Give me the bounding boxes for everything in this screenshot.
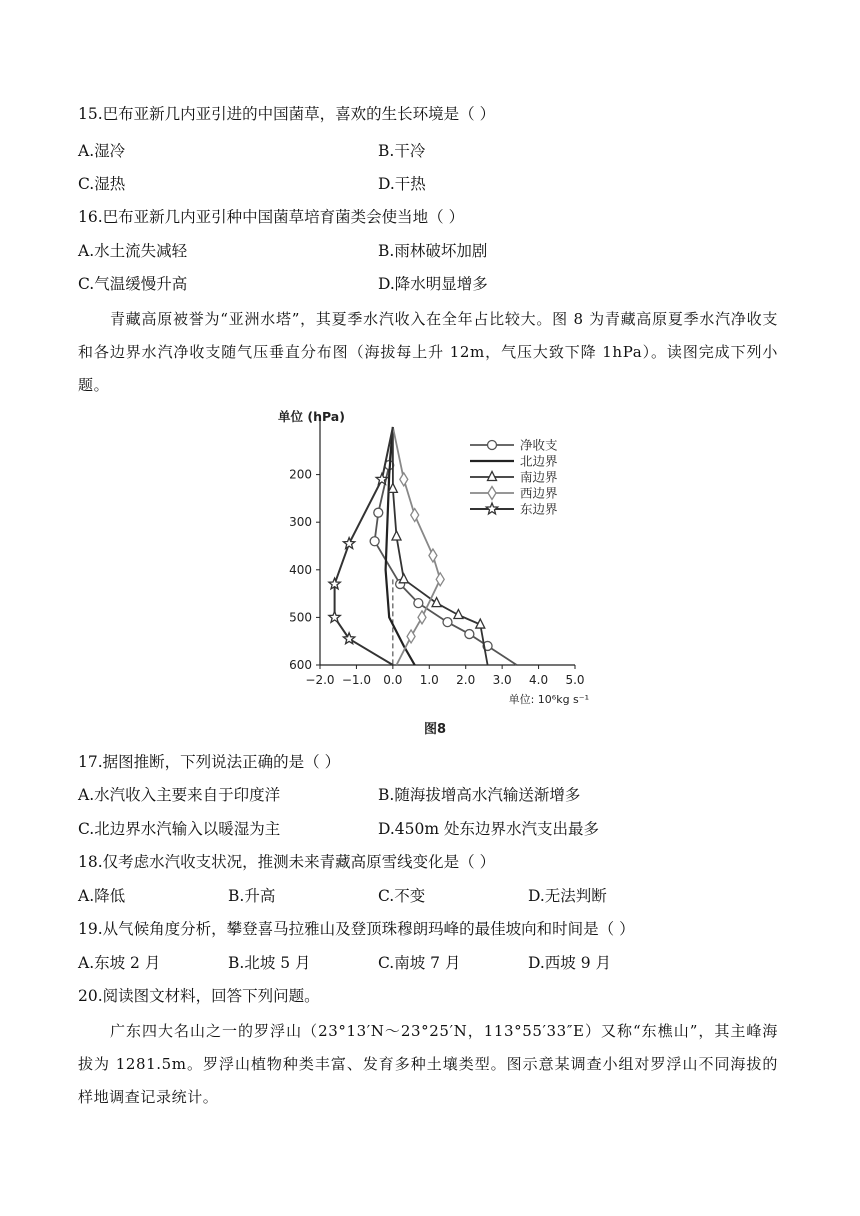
q16-stem: 16.巴布亚新几内亚引种中国菌草培育菌类会使当地（ ） [78,208,465,226]
q15-option-d: D.干热 [378,175,426,193]
series-line-2 [393,427,488,665]
passage-qinghai-tibet: 青藏高原被誉为“亚洲水塔”，其夏季水汽收入在全年占比较大。图 8 为青藏高原夏季水汽净收支和各边界水汽净收支随气压垂直分布图（海拔每上升 12m，气压大致下降 1hPa）。读图完成下列小题。 [78,310,778,394]
series-2-point [392,531,401,540]
x-tick-label: 1.0 [419,673,439,687]
legend-marker-4 [486,503,497,514]
series-line-3 [393,427,440,665]
x-tick-label: 3.0 [492,673,512,687]
q19-option-c: C.南坡 7 月 [378,954,461,972]
q18-option-c: C.不变 [378,887,426,905]
y-tick-label: 500 [289,610,312,625]
x-tick-label: 5.0 [565,673,585,687]
passage-luofu-mountain: 广东四大名山之一的罗浮山（23°13′N～23°25′N，113°55′33″E）又称“东樵山”，其主峰海拔为 1281.5m。罗浮山植物种类丰富、发育多种土壤类型。图示意某调查小组对罗浮山不同海拔的样地调查记录统计。 [78,1022,778,1106]
q17-stem: 17.据图推断，下列说法正确的是（ ） [78,753,341,771]
legend-marker-2 [488,472,497,481]
legend-label-3: 西边界 [520,485,558,501]
q18-option-a: A.降低 [78,887,126,905]
q15-option-a: A.湿冷 [78,142,126,160]
series-0-point [370,537,379,546]
x-tick-label: −2.0 [305,673,335,687]
legend-label-1: 北边界 [520,453,558,469]
x-tick-label: −1.0 [341,673,371,687]
y-tick-label: 600 [289,658,312,672]
legend-label-2: 南边界 [520,469,558,485]
series-4-point [329,611,340,622]
x-tick-label: 4.0 [529,673,549,687]
q18-option-b: B.升高 [228,887,276,905]
figure-caption: 图8 [423,722,447,737]
q15-stem: 15.巴布亚新几内亚引进的中国菌草，喜欢的生长环境是（ ） [78,105,496,123]
series-line-4 [335,427,393,665]
q20-stem: 20.阅读图文材料，回答下列问题。 [78,987,320,1005]
q16-option-c: C.气温缓慢升高 [78,275,188,293]
x-axis-title: 单位: 10⁶kg s⁻¹ [508,693,589,706]
q17-option-d: D.450m 处东边界水汽支出最多 [378,820,600,838]
q17-option-c: C.北边界水汽输入以暖湿为主 [78,820,281,838]
q18-option-d: D.无法判断 [528,887,607,905]
series-4-point [329,578,340,589]
q16-option-d: D.降水明显增多 [378,275,488,293]
q17-option-a: A.水汽收入主要来自于印度洋 [78,786,281,804]
y-axis-title: 单位 (hPa) [278,409,345,424]
series-0-point [443,618,452,627]
q19-option-b: B.北坡 5 月 [228,954,311,972]
q16-option-b: B.雨林破坏加剧 [378,242,488,260]
y-tick-label: 300 [289,515,312,530]
figure-8 [270,405,600,740]
q16-option-a: A.水土流失减轻 [78,242,188,260]
series-0-point [414,599,423,608]
legend-label-0: 净收支 [520,437,558,453]
series-2-point [432,598,441,607]
x-tick-label: 2.0 [456,673,476,687]
x-tick-label: 0.0 [383,673,403,687]
q15-option-c: C.湿热 [78,175,126,193]
series-2-point [399,574,408,583]
q15-option-b: B.干冷 [378,142,426,160]
vapor-budget-chart [270,405,600,740]
legend-marker-3 [488,487,496,500]
series-3-point [400,473,408,486]
y-tick-label: 400 [289,562,312,577]
q18-stem: 18.仅考虑水汽收支状况，推测未来青藏高原雪线变化是（ ） [78,853,496,871]
q19-option-a: A.东坡 2 月 [78,954,161,972]
series-4-point [343,538,354,549]
q19-option-d: D.西坡 9 月 [528,954,612,972]
legend-marker-0 [488,441,497,450]
legend-label-4: 东边界 [520,501,558,517]
y-tick-label: 200 [289,467,312,482]
q17-option-b: B.随海拔增高水汽输送渐增多 [378,786,581,804]
series-0-point [465,630,474,639]
series-0-point [374,508,383,517]
q19-stem: 19.从气候角度分析，攀登喜马拉雅山及登顶珠穆朗玛峰的最佳坡向和时间是（ ） [78,920,635,938]
